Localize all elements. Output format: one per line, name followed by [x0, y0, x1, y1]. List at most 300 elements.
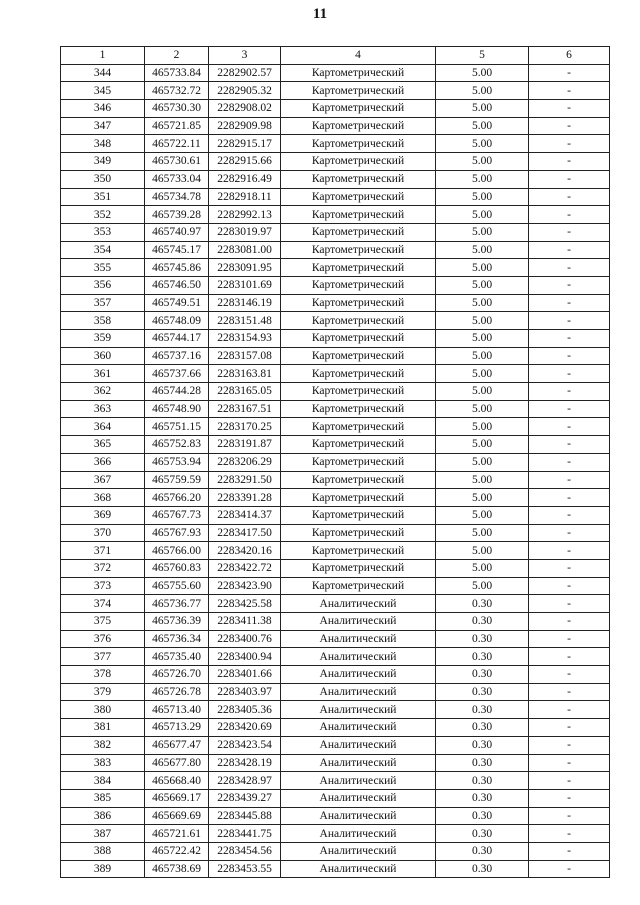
- cell-y-coordinate: 2283081.00: [209, 241, 281, 259]
- table-row: [61, 613, 610, 631]
- cell-x-coordinate: 465732.72: [145, 82, 209, 100]
- cell-point-number: 389: [61, 860, 145, 878]
- cell-y-coordinate: 2283403.97: [209, 683, 281, 701]
- cell-method: Картометрический: [281, 82, 436, 100]
- cell-note: -: [529, 276, 610, 294]
- cell-accuracy: 5.00: [436, 206, 529, 224]
- cell-note: -: [529, 666, 610, 684]
- cell-y-coordinate: 2283291.50: [209, 471, 281, 489]
- cell-x-coordinate: 465735.40: [145, 648, 209, 666]
- cell-accuracy: 5.00: [436, 276, 529, 294]
- cell-accuracy: 0.30: [436, 630, 529, 648]
- header-cell-3: 3: [209, 47, 281, 65]
- header-row: [61, 47, 610, 65]
- cell-method: Картометрический: [281, 64, 436, 82]
- table-row: [61, 100, 610, 118]
- cell-method: Аналитический: [281, 842, 436, 860]
- cell-y-coordinate: 2283170.25: [209, 418, 281, 436]
- cell-note: -: [529, 100, 610, 118]
- cell-note: -: [529, 436, 610, 454]
- cell-x-coordinate: 465713.40: [145, 701, 209, 719]
- table-row: [61, 436, 610, 454]
- cell-y-coordinate: 2282915.17: [209, 135, 281, 153]
- table-row: [61, 506, 610, 524]
- table-row: [61, 117, 610, 135]
- cell-x-coordinate: 465752.83: [145, 436, 209, 454]
- cell-point-number: 380: [61, 701, 145, 719]
- cell-accuracy: 0.30: [436, 613, 529, 631]
- cell-note: -: [529, 294, 610, 312]
- cell-point-number: 368: [61, 489, 145, 507]
- cell-y-coordinate: 2283146.19: [209, 294, 281, 312]
- cell-y-coordinate: 2283417.50: [209, 524, 281, 542]
- cell-point-number: 387: [61, 825, 145, 843]
- cell-point-number: 376: [61, 630, 145, 648]
- cell-accuracy: 0.30: [436, 754, 529, 772]
- table-row: [61, 188, 610, 206]
- cell-x-coordinate: 465745.86: [145, 259, 209, 277]
- table-row: [61, 489, 610, 507]
- cell-method: Картометрический: [281, 276, 436, 294]
- cell-note: -: [529, 789, 610, 807]
- cell-note: -: [529, 188, 610, 206]
- cell-y-coordinate: 2283445.88: [209, 807, 281, 825]
- header-cell-1: 1: [61, 47, 145, 65]
- cell-accuracy: 0.30: [436, 701, 529, 719]
- cell-x-coordinate: 465737.16: [145, 347, 209, 365]
- cell-x-coordinate: 465736.34: [145, 630, 209, 648]
- cell-method: Картометрический: [281, 170, 436, 188]
- table-row: [61, 453, 610, 471]
- cell-method: Картометрический: [281, 577, 436, 595]
- cell-method: Аналитический: [281, 648, 436, 666]
- header-cell-4: 4: [281, 47, 436, 65]
- cell-method: Картометрический: [281, 312, 436, 330]
- cell-point-number: 355: [61, 259, 145, 277]
- coordinates-table: [60, 46, 610, 878]
- cell-note: -: [529, 365, 610, 383]
- page-number: 11: [312, 6, 328, 22]
- cell-method: Картометрический: [281, 294, 436, 312]
- table-row: [61, 630, 610, 648]
- cell-method: Картометрический: [281, 188, 436, 206]
- cell-note: -: [529, 630, 610, 648]
- cell-note: -: [529, 400, 610, 418]
- table-row: [61, 82, 610, 100]
- table-row: [61, 471, 610, 489]
- cell-x-coordinate: 465721.61: [145, 825, 209, 843]
- cell-point-number: 357: [61, 294, 145, 312]
- cell-point-number: 362: [61, 383, 145, 401]
- cell-note: -: [529, 170, 610, 188]
- cell-x-coordinate: 465713.29: [145, 719, 209, 737]
- table-body: [61, 64, 610, 878]
- cell-accuracy: 5.00: [436, 506, 529, 524]
- table-row: [61, 64, 610, 82]
- cell-x-coordinate: 465734.78: [145, 188, 209, 206]
- cell-accuracy: 5.00: [436, 259, 529, 277]
- cell-y-coordinate: 2283414.37: [209, 506, 281, 524]
- cell-point-number: 370: [61, 524, 145, 542]
- cell-x-coordinate: 465749.51: [145, 294, 209, 312]
- cell-method: Аналитический: [281, 630, 436, 648]
- cell-method: Аналитический: [281, 860, 436, 878]
- cell-point-number: 363: [61, 400, 145, 418]
- cell-point-number: 353: [61, 223, 145, 241]
- cell-x-coordinate: 465730.30: [145, 100, 209, 118]
- cell-x-coordinate: 465677.80: [145, 754, 209, 772]
- cell-y-coordinate: 2283405.36: [209, 701, 281, 719]
- cell-note: -: [529, 577, 610, 595]
- cell-x-coordinate: 465760.83: [145, 559, 209, 577]
- cell-y-coordinate: 2282909.98: [209, 117, 281, 135]
- cell-x-coordinate: 465722.42: [145, 842, 209, 860]
- cell-y-coordinate: 2283420.69: [209, 719, 281, 737]
- cell-point-number: 382: [61, 736, 145, 754]
- cell-note: -: [529, 241, 610, 259]
- cell-method: Картометрический: [281, 453, 436, 471]
- cell-method: Аналитический: [281, 701, 436, 719]
- table-header: [61, 47, 610, 65]
- cell-point-number: 345: [61, 82, 145, 100]
- cell-point-number: 361: [61, 365, 145, 383]
- cell-y-coordinate: 2283454.56: [209, 842, 281, 860]
- cell-accuracy: 5.00: [436, 170, 529, 188]
- cell-method: Картометрический: [281, 400, 436, 418]
- cell-accuracy: 5.00: [436, 330, 529, 348]
- cell-accuracy: 0.30: [436, 789, 529, 807]
- cell-accuracy: 0.30: [436, 825, 529, 843]
- cell-accuracy: 5.00: [436, 241, 529, 259]
- cell-method: Картометрический: [281, 223, 436, 241]
- cell-point-number: 367: [61, 471, 145, 489]
- cell-y-coordinate: 2283428.97: [209, 772, 281, 790]
- cell-accuracy: 0.30: [436, 860, 529, 878]
- cell-method: Аналитический: [281, 595, 436, 613]
- cell-y-coordinate: 2283411.38: [209, 613, 281, 631]
- cell-note: -: [529, 312, 610, 330]
- cell-note: -: [529, 117, 610, 135]
- cell-accuracy: 5.00: [436, 524, 529, 542]
- cell-method: Аналитический: [281, 683, 436, 701]
- table-row: [61, 312, 610, 330]
- cell-y-coordinate: 2282902.57: [209, 64, 281, 82]
- cell-y-coordinate: 2283423.90: [209, 577, 281, 595]
- cell-x-coordinate: 465726.70: [145, 666, 209, 684]
- cell-accuracy: 5.00: [436, 471, 529, 489]
- cell-method: Картометрический: [281, 524, 436, 542]
- cell-accuracy: 5.00: [436, 365, 529, 383]
- cell-method: Картометрический: [281, 330, 436, 348]
- cell-accuracy: 5.00: [436, 577, 529, 595]
- cell-point-number: 352: [61, 206, 145, 224]
- cell-x-coordinate: 465748.09: [145, 312, 209, 330]
- cell-method: Картометрический: [281, 241, 436, 259]
- table-row: [61, 418, 610, 436]
- cell-x-coordinate: 465746.50: [145, 276, 209, 294]
- cell-method: Аналитический: [281, 736, 436, 754]
- table-row: [61, 683, 610, 701]
- cell-point-number: 347: [61, 117, 145, 135]
- cell-point-number: 377: [61, 648, 145, 666]
- cell-method: Аналитический: [281, 772, 436, 790]
- table-row: [61, 400, 610, 418]
- table-row: [61, 595, 610, 613]
- cell-x-coordinate: 465753.94: [145, 453, 209, 471]
- cell-note: -: [529, 259, 610, 277]
- cell-x-coordinate: 465745.17: [145, 241, 209, 259]
- cell-y-coordinate: 2283154.93: [209, 330, 281, 348]
- cell-x-coordinate: 465722.11: [145, 135, 209, 153]
- cell-accuracy: 5.00: [436, 188, 529, 206]
- cell-note: -: [529, 383, 610, 401]
- cell-x-coordinate: 465668.40: [145, 772, 209, 790]
- cell-note: -: [529, 860, 610, 878]
- cell-y-coordinate: 2283453.55: [209, 860, 281, 878]
- cell-y-coordinate: 2283422.72: [209, 559, 281, 577]
- cell-method: Картометрический: [281, 489, 436, 507]
- table-row: [61, 807, 610, 825]
- cell-method: Картометрический: [281, 559, 436, 577]
- cell-note: -: [529, 683, 610, 701]
- table-row: [61, 223, 610, 241]
- cell-accuracy: 5.00: [436, 153, 529, 171]
- cell-point-number: 348: [61, 135, 145, 153]
- table-row: [61, 276, 610, 294]
- header-cell-2: 2: [145, 47, 209, 65]
- cell-y-coordinate: 2283206.29: [209, 453, 281, 471]
- cell-point-number: 383: [61, 754, 145, 772]
- cell-method: Картометрический: [281, 365, 436, 383]
- cell-accuracy: 0.30: [436, 772, 529, 790]
- cell-x-coordinate: 465669.17: [145, 789, 209, 807]
- cell-y-coordinate: 2283091.95: [209, 259, 281, 277]
- cell-point-number: 354: [61, 241, 145, 259]
- cell-note: -: [529, 736, 610, 754]
- cell-note: -: [529, 772, 610, 790]
- cell-y-coordinate: 2283391.28: [209, 489, 281, 507]
- cell-accuracy: 5.00: [436, 347, 529, 365]
- header-cell-6: 6: [529, 47, 610, 65]
- cell-point-number: 346: [61, 100, 145, 118]
- cell-x-coordinate: 465737.66: [145, 365, 209, 383]
- table-row: [61, 259, 610, 277]
- cell-note: -: [529, 719, 610, 737]
- cell-y-coordinate: 2283400.76: [209, 630, 281, 648]
- cell-accuracy: 0.30: [436, 807, 529, 825]
- cell-x-coordinate: 465744.28: [145, 383, 209, 401]
- cell-accuracy: 5.00: [436, 294, 529, 312]
- cell-accuracy: 5.00: [436, 117, 529, 135]
- cell-note: -: [529, 595, 610, 613]
- cell-accuracy: 0.30: [436, 683, 529, 701]
- cell-note: -: [529, 471, 610, 489]
- cell-point-number: 373: [61, 577, 145, 595]
- cell-y-coordinate: 2283165.05: [209, 383, 281, 401]
- cell-method: Аналитический: [281, 825, 436, 843]
- table-row: [61, 736, 610, 754]
- table-row: [61, 206, 610, 224]
- table-row: [61, 860, 610, 878]
- cell-x-coordinate: 465669.69: [145, 807, 209, 825]
- cell-x-coordinate: 465736.77: [145, 595, 209, 613]
- table-row: [61, 577, 610, 595]
- table-row: [61, 719, 610, 737]
- cell-accuracy: 5.00: [436, 223, 529, 241]
- cell-accuracy: 5.00: [436, 453, 529, 471]
- header-cell-5: 5: [436, 47, 529, 65]
- cell-note: -: [529, 842, 610, 860]
- cell-note: -: [529, 206, 610, 224]
- cell-note: -: [529, 135, 610, 153]
- cell-accuracy: 5.00: [436, 135, 529, 153]
- cell-y-coordinate: 2283439.27: [209, 789, 281, 807]
- cell-point-number: 371: [61, 542, 145, 560]
- cell-x-coordinate: 465733.04: [145, 170, 209, 188]
- cell-note: -: [529, 613, 610, 631]
- cell-accuracy: 5.00: [436, 400, 529, 418]
- cell-method: Картометрический: [281, 100, 436, 118]
- table-row: [61, 135, 610, 153]
- cell-x-coordinate: 465766.00: [145, 542, 209, 560]
- cell-method: Аналитический: [281, 789, 436, 807]
- table-row: [61, 153, 610, 171]
- cell-point-number: 386: [61, 807, 145, 825]
- cell-method: Картометрический: [281, 347, 436, 365]
- cell-x-coordinate: 465733.84: [145, 64, 209, 82]
- table-row: [61, 842, 610, 860]
- cell-accuracy: 5.00: [436, 436, 529, 454]
- cell-y-coordinate: 2283401.66: [209, 666, 281, 684]
- cell-y-coordinate: 2283400.94: [209, 648, 281, 666]
- cell-method: Аналитический: [281, 613, 436, 631]
- cell-y-coordinate: 2283428.19: [209, 754, 281, 772]
- cell-note: -: [529, 542, 610, 560]
- cell-point-number: 356: [61, 276, 145, 294]
- cell-y-coordinate: 2282918.11: [209, 188, 281, 206]
- cell-y-coordinate: 2283157.08: [209, 347, 281, 365]
- table-row: [61, 347, 610, 365]
- cell-x-coordinate: 465751.15: [145, 418, 209, 436]
- cell-method: Картометрический: [281, 135, 436, 153]
- cell-note: -: [529, 330, 610, 348]
- table-row: [61, 754, 610, 772]
- table-row: [61, 383, 610, 401]
- cell-x-coordinate: 465767.73: [145, 506, 209, 524]
- cell-method: Картометрический: [281, 153, 436, 171]
- cell-y-coordinate: 2283191.87: [209, 436, 281, 454]
- table-row: [61, 772, 610, 790]
- cell-method: Аналитический: [281, 719, 436, 737]
- cell-x-coordinate: 465759.59: [145, 471, 209, 489]
- cell-point-number: 385: [61, 789, 145, 807]
- table-row: [61, 542, 610, 560]
- cell-accuracy: 5.00: [436, 418, 529, 436]
- cell-method: Аналитический: [281, 807, 436, 825]
- cell-point-number: 381: [61, 719, 145, 737]
- cell-x-coordinate: 465730.61: [145, 153, 209, 171]
- cell-y-coordinate: 2282992.13: [209, 206, 281, 224]
- cell-note: -: [529, 418, 610, 436]
- cell-accuracy: 0.30: [436, 648, 529, 666]
- table-row: [61, 241, 610, 259]
- cell-y-coordinate: 2283167.51: [209, 400, 281, 418]
- cell-accuracy: 5.00: [436, 64, 529, 82]
- cell-accuracy: 5.00: [436, 489, 529, 507]
- cell-accuracy: 0.30: [436, 595, 529, 613]
- cell-y-coordinate: 2283151.48: [209, 312, 281, 330]
- cell-y-coordinate: 2283441.75: [209, 825, 281, 843]
- cell-x-coordinate: 465721.85: [145, 117, 209, 135]
- cell-method: Картометрический: [281, 542, 436, 560]
- cell-method: Картометрический: [281, 117, 436, 135]
- cell-note: -: [529, 559, 610, 577]
- cell-accuracy: 5.00: [436, 559, 529, 577]
- cell-x-coordinate: 465767.93: [145, 524, 209, 542]
- cell-method: Аналитический: [281, 754, 436, 772]
- cell-x-coordinate: 465766.20: [145, 489, 209, 507]
- table-row: [61, 330, 610, 348]
- cell-method: Картометрический: [281, 206, 436, 224]
- cell-accuracy: 0.30: [436, 842, 529, 860]
- cell-point-number: 349: [61, 153, 145, 171]
- cell-note: -: [529, 524, 610, 542]
- cell-x-coordinate: 465748.90: [145, 400, 209, 418]
- cell-accuracy: 0.30: [436, 666, 529, 684]
- cell-point-number: 378: [61, 666, 145, 684]
- cell-x-coordinate: 465739.28: [145, 206, 209, 224]
- cell-note: -: [529, 754, 610, 772]
- cell-x-coordinate: 465726.78: [145, 683, 209, 701]
- cell-y-coordinate: 2283019.97: [209, 223, 281, 241]
- cell-note: -: [529, 223, 610, 241]
- cell-accuracy: 5.00: [436, 542, 529, 560]
- cell-y-coordinate: 2282905.32: [209, 82, 281, 100]
- cell-method: Картометрический: [281, 259, 436, 277]
- cell-point-number: 360: [61, 347, 145, 365]
- cell-x-coordinate: 465677.47: [145, 736, 209, 754]
- cell-point-number: 366: [61, 453, 145, 471]
- cell-note: -: [529, 489, 610, 507]
- cell-accuracy: 5.00: [436, 383, 529, 401]
- table-row: [61, 524, 610, 542]
- cell-point-number: 364: [61, 418, 145, 436]
- table-row: [61, 701, 610, 719]
- cell-point-number: 375: [61, 613, 145, 631]
- cell-point-number: 388: [61, 842, 145, 860]
- cell-point-number: 344: [61, 64, 145, 82]
- cell-y-coordinate: 2282915.66: [209, 153, 281, 171]
- cell-accuracy: 0.30: [436, 719, 529, 737]
- cell-point-number: 374: [61, 595, 145, 613]
- cell-note: -: [529, 648, 610, 666]
- cell-point-number: 350: [61, 170, 145, 188]
- cell-point-number: 369: [61, 506, 145, 524]
- cell-point-number: 358: [61, 312, 145, 330]
- cell-point-number: 365: [61, 436, 145, 454]
- table-row: [61, 559, 610, 577]
- cell-point-number: 379: [61, 683, 145, 701]
- cell-note: -: [529, 825, 610, 843]
- cell-note: -: [529, 347, 610, 365]
- cell-accuracy: 0.30: [436, 736, 529, 754]
- cell-x-coordinate: 465736.39: [145, 613, 209, 631]
- table-row: [61, 825, 610, 843]
- cell-point-number: 372: [61, 559, 145, 577]
- table-row: [61, 648, 610, 666]
- table-row: [61, 170, 610, 188]
- table-row: [61, 789, 610, 807]
